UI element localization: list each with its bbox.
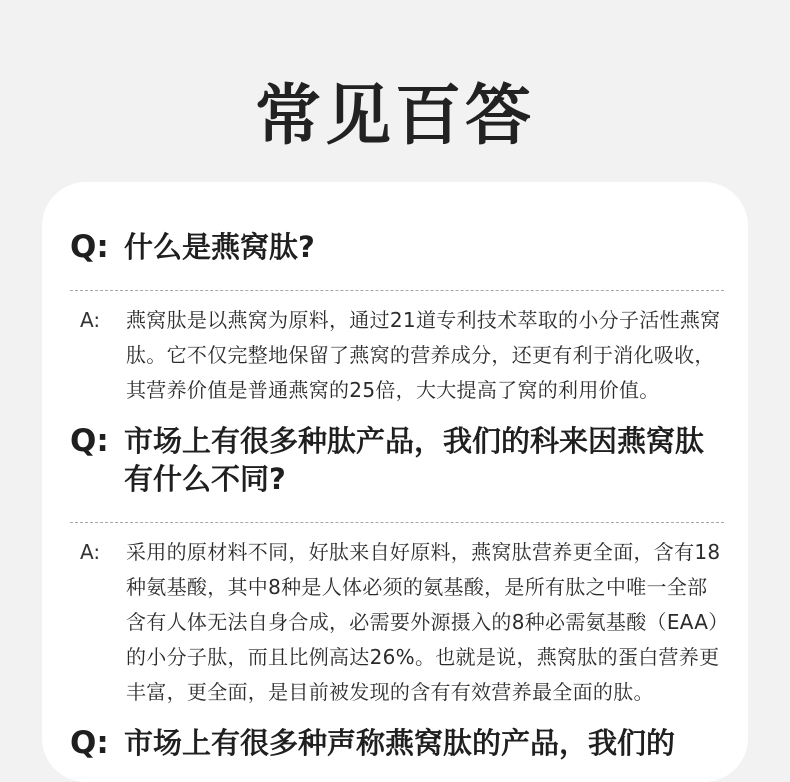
answer-prefix: A: [80,540,101,564]
faq-list [70,228,724,762]
dashed-divider [70,522,724,523]
faq-item [70,228,724,408]
page-title: 常见百答 [255,77,535,154]
question-row [70,724,724,762]
faq-card [42,182,748,782]
question-prefix: Q: [70,423,109,459]
answer-text: 采用的原材料不同，好肽来自好原料，燕窝肽营养更全面，含有18种氨基酸，其中8种是人体必须的氨基酸，是所有肽之中唯一全部含有人体无法自身合成，必需要外源摄入的8种必需氨基酸（EAA）的小分子肽，而且比例高达26%。也就是说，燕窝肽的蛋白营养更丰富，更全面，是目前被发现的含有有效营养最全面的肽。 [126,540,721,704]
question-text: 市场上有很多种肽产品，我们的科来因燕窝肽有什么不同? [124,424,705,496]
question-text: 什么是燕窝肽? [124,230,315,264]
question-row [70,422,724,498]
question-prefix: Q: [70,229,109,265]
answer-row [70,535,724,710]
answer-row [70,303,724,408]
question-row [70,228,724,266]
question-prefix: Q: [70,725,109,761]
question-text: 市场上有很多种声称燕窝肽的产品，我们的 [124,726,676,760]
answer-prefix: A: [80,308,101,332]
answer-text: 燕窝肽是以燕窝为原料，通过21道专利技术萃取的小分子活性燕窝肽。它不仅完整地保留了燕窝的营养成分，还更有利于消化吸收，其营养价值是普通燕窝的25倍，大大提高了窝的利用价值。 [126,308,721,402]
faq-item [70,422,724,710]
faq-item [70,724,724,762]
dashed-divider [70,290,724,291]
